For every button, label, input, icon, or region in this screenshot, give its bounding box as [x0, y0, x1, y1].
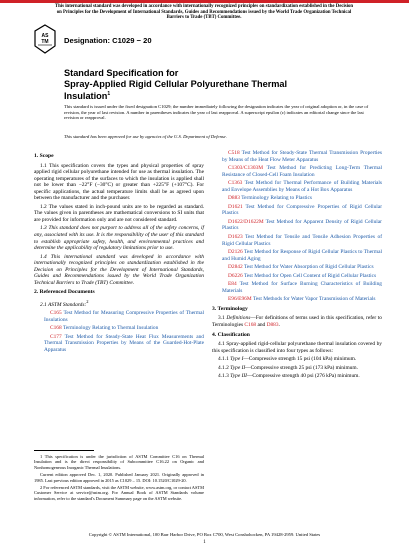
reference-code-link[interactable]: C168: [50, 325, 62, 332]
reference-title-link[interactable]: Test Method for Response of Rigid Cellular Plastics to Thermal and Humid Aging: [222, 249, 382, 262]
classification-heading: 4. Classification: [212, 331, 250, 338]
reference-title-link[interactable]: Test Method for Tensile and Tensile Adhesion Properties of Rigid Cellular Plastics: [222, 234, 382, 247]
title-line-1: Standard Specification for: [64, 68, 179, 78]
designation: Designation: C1029 − 20: [64, 36, 152, 45]
approval-note: This standard has been approved for use by agencies of the U.S. Department of Defense.: [64, 134, 227, 139]
reference-title-link[interactable]: Terminology Relating to Thermal Insulation: [62, 325, 159, 332]
reference-code-link[interactable]: D1622/D1622M: [228, 218, 264, 225]
footnote-rule: [34, 450, 94, 451]
reference-code-link[interactable]: D883: [228, 195, 240, 202]
type-2: 4.1.2 Type II—Compressive strength 25 psi (173 kPa) minimum.: [218, 364, 358, 371]
reference-code-link[interactable]: E84: [228, 281, 237, 288]
footnote-1b: Current edition approved Dec. 1, 2020. Published January 2021. Originally approved in 1985. Last previous edition approved in 2015 as C1029 – 15. DOI: 10.1520/C1029-20.: [34, 472, 204, 483]
top-accent-bar: [0, 0, 409, 3]
reference-title-link[interactable]: Test Methods for Water Vapor Transmission of Materials: [252, 296, 376, 303]
reference-item: [212, 195, 382, 202]
scope-p3: 1.3 This standard does not purport to address all of the safety concerns, if any, associated with its use. It is the responsibility of the user of this standard to establish appropriate safety, health, and environmental practices and determine the applicability of regulatory limitations prior to use.: [34, 225, 204, 252]
footnotes: [34, 450, 204, 503]
reference-item: [34, 310, 204, 323]
left-column: [34, 150, 204, 356]
link-c168[interactable]: C168: [244, 322, 257, 329]
right-column: [212, 150, 382, 382]
reference-item: [212, 150, 382, 163]
reference-code-link[interactable]: D1621: [228, 203, 243, 210]
reference-code-link[interactable]: C518: [228, 150, 240, 156]
reference-item: [212, 264, 382, 271]
reference-title-link[interactable]: Test Method for Open Cell Content of Rigid Cellular Plastics: [243, 272, 377, 279]
astm-logo-icon: [34, 24, 56, 54]
reference-title-link[interactable]: Test Method for Steady-State Heat Flux Measurements and Thermal Transmission Properties by Means of the Guarded-Hot-Plate Apparatus: [44, 333, 204, 354]
reference-code-link[interactable]: C165: [50, 310, 62, 317]
reference-list-right: [212, 150, 382, 303]
page-number: 1: [203, 540, 206, 545]
reference-item: [34, 334, 204, 354]
type-3: 4.1.3 Type III—Compressive strength 40 psi (276 kPa) minimum.: [218, 373, 360, 380]
reference-item: [212, 281, 382, 294]
reference-code-link[interactable]: D2126: [228, 249, 243, 256]
reference-title-link[interactable]: Test Method for Surface Burning Characteristics of Building Materials: [222, 281, 382, 294]
reference-code-link[interactable]: D6226: [228, 272, 243, 279]
terminology-heading: 3. Terminology: [212, 305, 248, 312]
issue-note: This standard is issued under the fixed designation C1029; the number immediately following the designation indicates the year of original adoption or, in the case of revision, the year of last revision. A number in parentheses indicates the year of last reapproval. A superscript epsilon (ε) indicates an editorial change since the last revision or reapproval.: [64, 104, 369, 121]
terminology-p1: 3.1 Definitions—For definitions of terms used in this specification, refer to Terminologies C168 and D883.: [212, 315, 382, 329]
scope-p4: 1.4 This international standard was developed in accordance with internationally recognized principles on standardization established in the Decision on Principles for the Development of International Standards, Guides and Recommendations issued by the World Trade Organization Technical Barriers to Trade (TBT) Committee.: [34, 253, 204, 286]
reference-title-link[interactable]: Test Method for Water Absorption of Rigid Cellular Plastics: [243, 264, 374, 271]
link-d883[interactable]: D883: [266, 322, 279, 329]
reference-title-link[interactable]: Test Method for Steady-State Thermal Transmission Properties by Means of the Heat Flow Meter Apparatus: [222, 150, 382, 163]
reference-item: [212, 249, 382, 262]
reference-title-link[interactable]: Test Method for Measuring Compressive Properties of Thermal Insulations: [44, 310, 204, 323]
referenced-heading: 2. Referenced Documents: [34, 289, 95, 296]
reference-title-link[interactable]: Terminology Relating to Plastics: [241, 195, 312, 202]
reference-item: [212, 165, 382, 178]
reference-code-link[interactable]: C177: [50, 333, 62, 340]
astm-standards-label: 2.1 ASTM Standards:$^2$: [40, 298, 89, 308]
reference-item: [212, 180, 382, 193]
document-title: [64, 68, 364, 102]
title-line-3: Insulation$^1$: [64, 91, 111, 102]
classification-p1: 4.1 Spray-applied rigid-cellular polyurethane thermal insulation covered by this specification is classified into four types as follows:: [212, 341, 382, 354]
copyright-footer: Copyright © ASTM International, 100 Barr Harbor Drive, PO Box C700, West Conshohocken, PA 19428-2959. United States: [88, 532, 321, 537]
footnote-2: 2 For referenced ASTM standards, visit the ASTM website, www.astm.org, or contact ASTM Customer Service at service@astm.org. For Annual Book of ASTM Standards volume information, refer to the standard's Document Summary page on the ASTM website.: [34, 485, 204, 501]
reference-code-link[interactable]: C1303/C1303M: [228, 165, 264, 172]
reference-list-left: [34, 310, 204, 353]
svg-text:TM: TM: [41, 39, 49, 45]
reference-code-link[interactable]: D1623: [228, 234, 243, 241]
reference-title-link[interactable]: Test Method for Apparent Density of Rigid Cellular Plastics: [222, 218, 382, 232]
reference-code-link[interactable]: D2842: [228, 264, 243, 271]
reference-title-link[interactable]: Test Method for Predicting Long-Term Thermal Resistance of Closed-Cell Foam Insulation: [222, 165, 382, 178]
footnote-1: 1 This specification is under the jurisdiction of ASTM Committee C16 on Thermal Insulation and is the direct responsibility of Subcommittee C16.22 on Organic and Nonhomogeneous Inorganic Thermal Insulations.: [34, 454, 204, 470]
scope-heading: 1. Scope: [34, 153, 54, 159]
reference-code-link[interactable]: C1363: [228, 180, 243, 187]
reference-code-link[interactable]: E96/E96M: [228, 296, 252, 303]
reference-item: [212, 273, 382, 280]
reference-item: [212, 204, 382, 217]
reference-item: [34, 325, 204, 332]
reference-title-link[interactable]: Test Method for Thermal Performance of Building Materials and Envelope Assemblies by Means of a Hot Box Apparatus: [222, 180, 382, 193]
scope-p2: 1.2 The values stated in inch-pound units are to be regarded as standard. The values given in parentheses are mathematical conversions to SI units that are provided for information only and are not considered standard.: [34, 203, 204, 223]
tbt-notice: This international standard was developed in accordance with internationally recognized principles on standardization established in the Decision on Principles for the Development of International Standards, Guides and Recommendations issued by the World Trade Organization Technical Barriers to Trade (TBT) Committee.: [54, 4, 354, 21]
svg-text:AS: AS: [41, 33, 49, 39]
reference-item: [212, 234, 382, 247]
scope-p1: 1.1 This specification covers the types and physical properties of spray applied rigid cellular polyurethane intended for use as thermal insulation. The operating temperatures of the surfaces to which the insulation is applied shall not be lower than −22°F (−30°C) or greater than +225°F (+107°C). For specific applications, the actual temperature limits shall be as agreed upon between the manufacturer and the purchaser.: [34, 162, 204, 202]
type-1: 4.1.1 Type I—Compressive strength 15 psi (104 kPa) minimum.: [218, 356, 357, 363]
reference-item: [212, 296, 382, 303]
reference-item: [212, 219, 382, 232]
title-line-2: Spray-Applied Rigid Cellular Polyurethane Thermal: [64, 78, 288, 89]
reference-title-link[interactable]: Test Method for Compressive Properties of Rigid Cellular Plastics: [222, 203, 382, 217]
